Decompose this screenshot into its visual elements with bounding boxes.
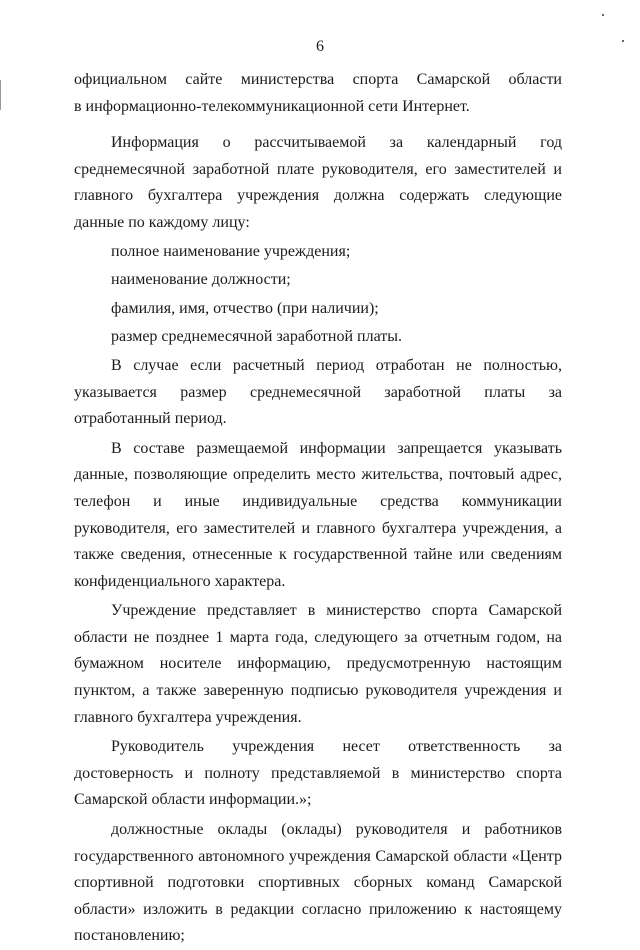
- list-item-full-name: фамилия, имя, отчество (при наличии);: [111, 299, 379, 317]
- paragraph-continuation-line-1: официальном сайте министерства спорта Самарской области: [74, 71, 562, 88]
- scan-mark-right: [622, 40, 624, 42]
- paragraph-submission: Учреждение представляет в министерство спорта Самарской области не позднее 1 марта года, следующего за отчетным годом, на бумажном носителе информацию, предусмотренную настоящим пунктом, а также заверенную подписью руководителя учреждения и главного бухгалтера учреждения.: [74, 602, 562, 726]
- paragraph-responsibility: Руководитель учреждения несет ответственность за достоверность и полноту представляемой в министерство спорта Самарской области информации.»;: [74, 738, 562, 809]
- paragraph-official-salaries: должностные оклады (оклады) руководителя и работников государственного автономного учреждения Самарской области «Центр спортивной подготовки спортивных сборных команд Самарской области» изложить в редакции согласно приложению к настоящему постановлению;: [74, 821, 562, 945]
- paragraph-partial-period: В случае если расчетный период отработан не полностью, указывается размер среднемесячной заработной платы за отработанный период.: [74, 356, 562, 428]
- list-item-institution-name: полное наименование учреждения;: [111, 242, 351, 260]
- page-number: 6: [316, 38, 324, 55]
- document-body: [74, 67, 562, 950]
- list-item-position-name: наименование должности;: [111, 271, 291, 289]
- paragraph-info-contents: Информация о рассчитываемой за календарный год среднемесячной заработной плате руководителя, его заместителей и главного бухгалтера учреждения должна содержать следующие данные по каждому лицу:: [74, 134, 562, 231]
- list-item-average-salary: размер среднемесячной заработной платы.: [111, 328, 403, 346]
- scan-mark-top-right: [602, 14, 604, 16]
- paragraph-continuation-line-2: в информационно-телекоммуникационной сети Интернет.: [74, 97, 470, 115]
- scan-mark-left-edge: [0, 80, 1, 110]
- paragraph-prohibited-data: В составе размещаемой информации запрещается указывать данные, позволяющие определить место жительства, почтовый адрес, телефон и иные индивидуальные средства коммуникации руководителя, его заместителей и главного бухгалтера учреждения, а также сведения, отнесенные к государственной тайне или сведениям конфиденциального характера.: [74, 439, 562, 590]
